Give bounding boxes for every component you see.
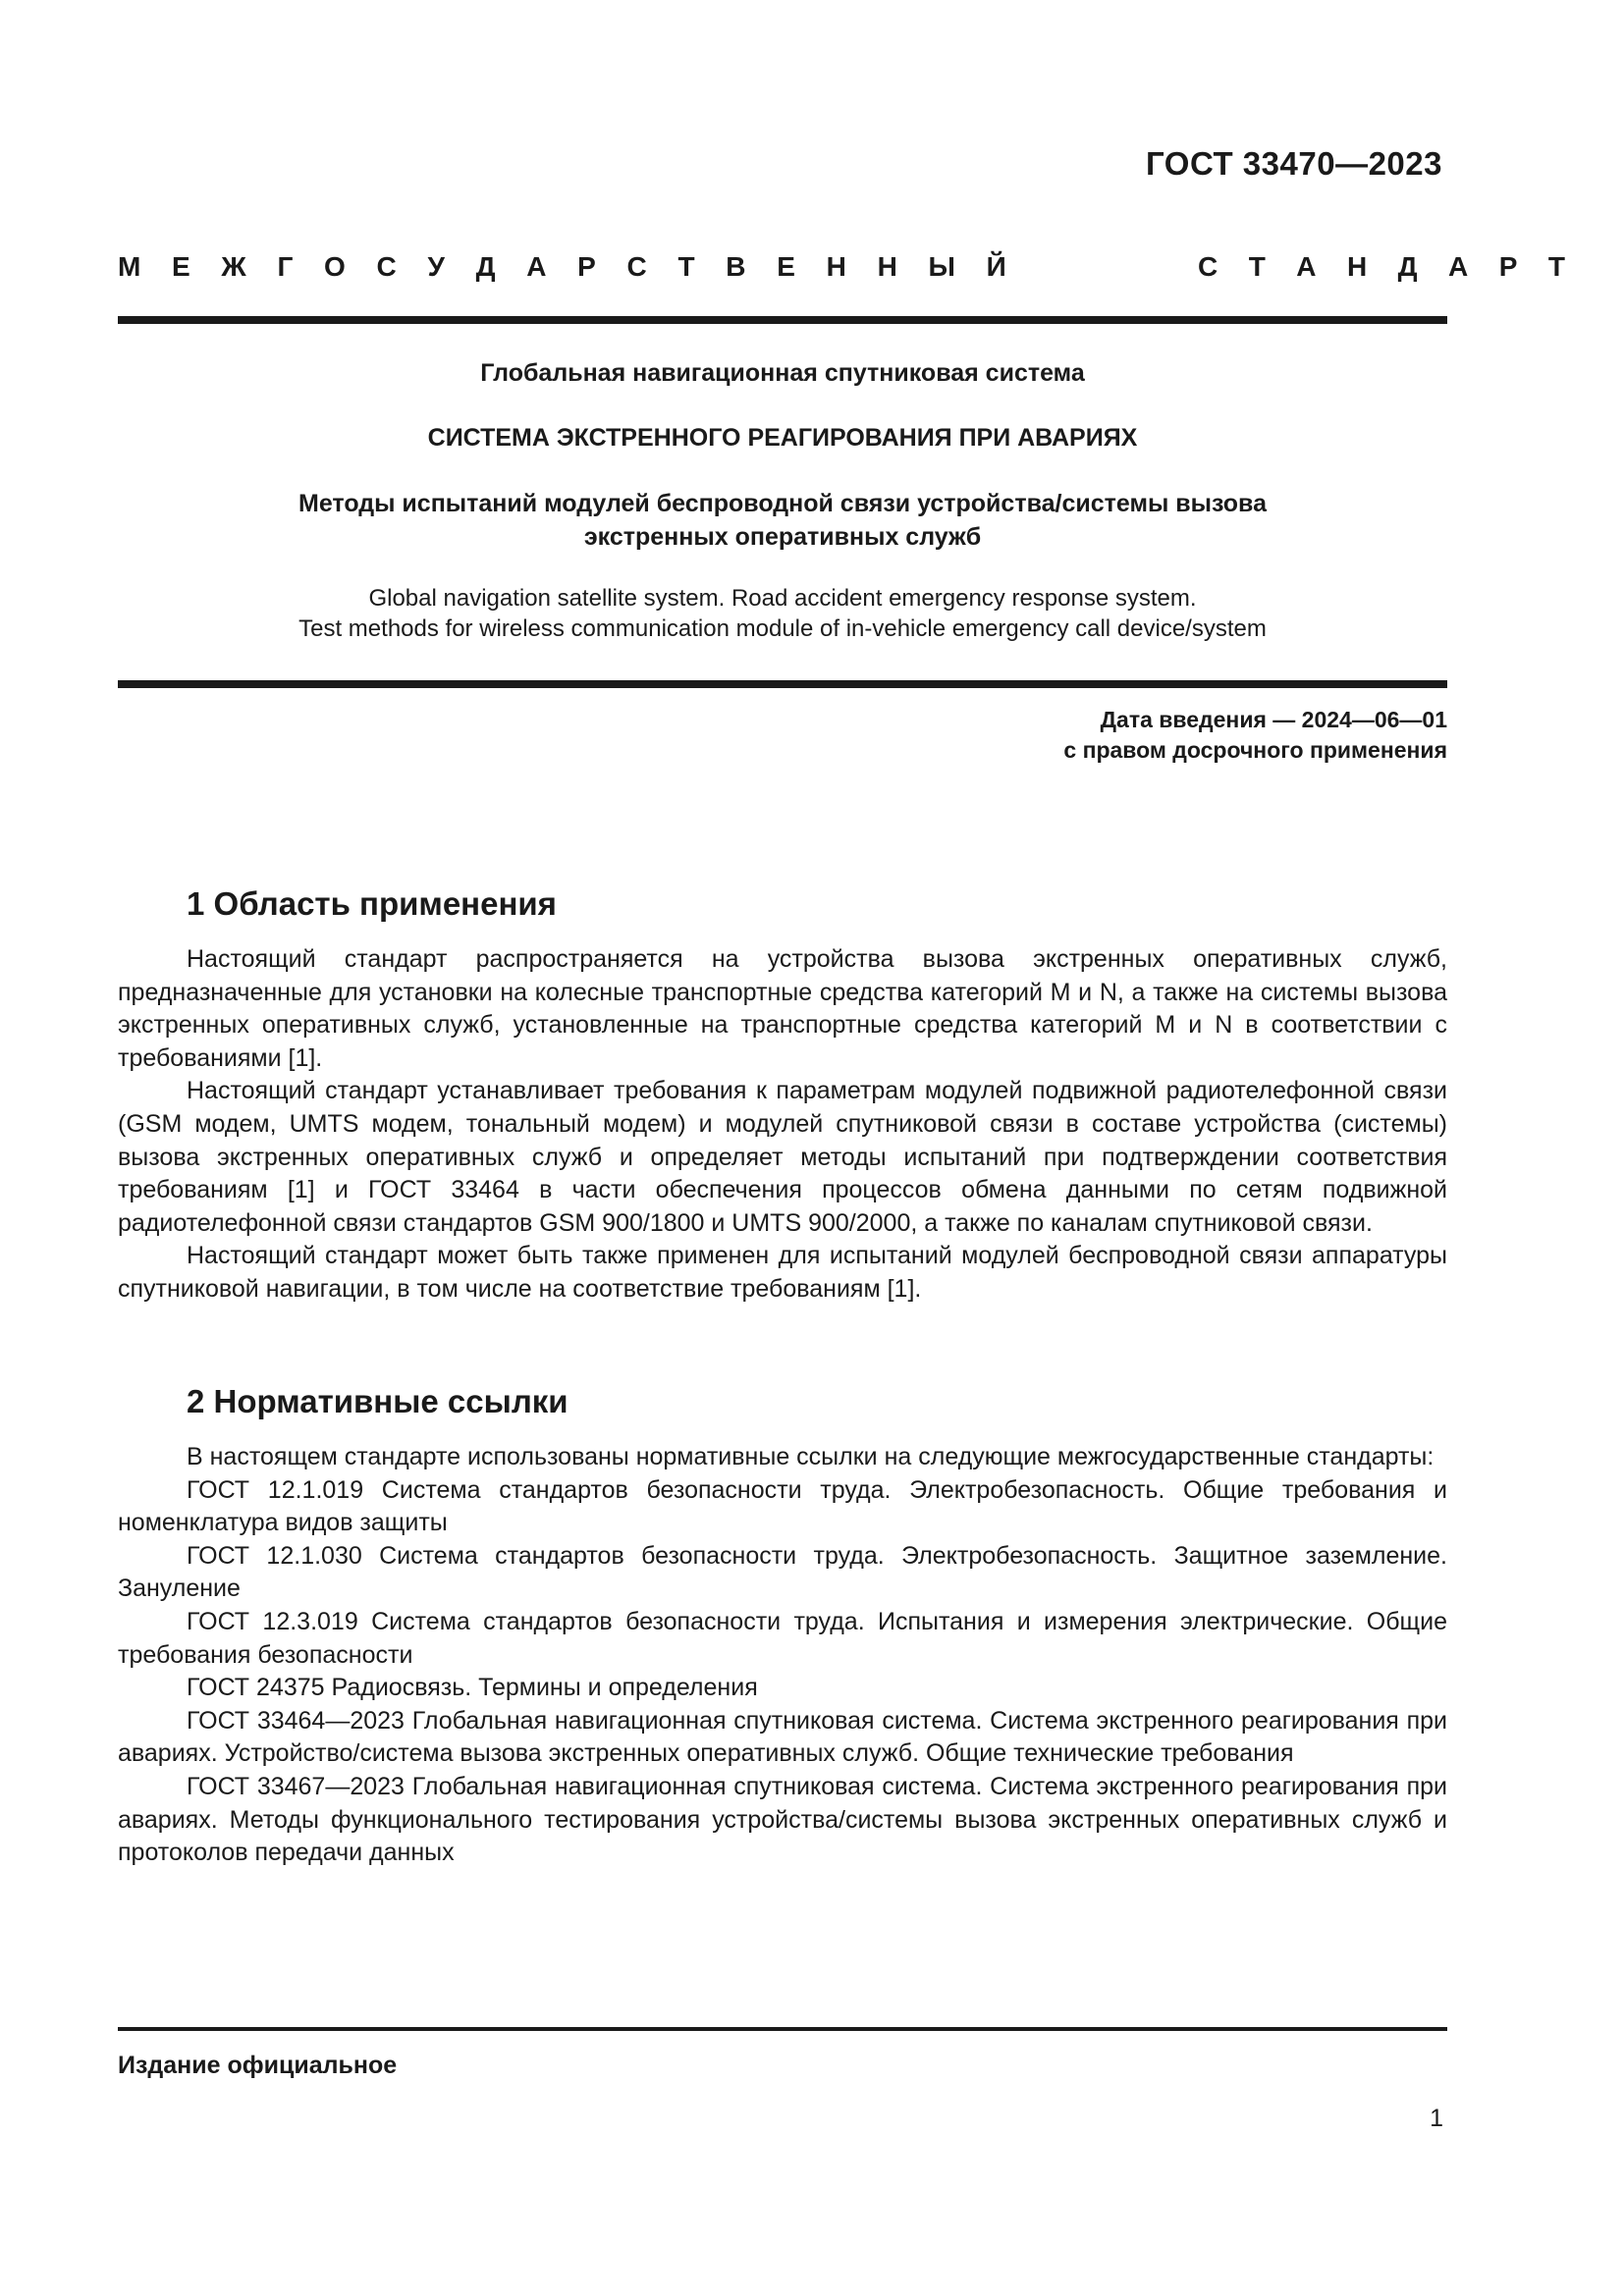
title-letter: С (376, 251, 397, 282)
title-letter: Т (677, 251, 695, 282)
title-letter: А (1296, 251, 1317, 282)
title-line-3b: экстренных оперативных служб (583, 523, 982, 551)
title-letter: С (1198, 251, 1218, 282)
section-2-heading: 2 Нормативные ссылки (187, 1383, 568, 1419)
introduction-date (1063, 705, 1447, 766)
title-letter: Д (475, 251, 496, 282)
title-letter: Т (1547, 251, 1565, 282)
divider-middle (118, 680, 1447, 688)
standard-type-title (118, 251, 1565, 291)
divider-top (118, 316, 1447, 324)
standard-type-word-1 (118, 251, 1006, 283)
title-letter: Р (1498, 251, 1518, 282)
reference-item: ГОСТ 33467—2023 Глобальная навигационная спутниковая система. Система экстренного реагирования при авариях. Методы функционального тестирования устройства/системы вызова экстренных оперативных служб и протоколов передачи данных (118, 1772, 1447, 1867)
title-line-3a: Методы испытаний модулей беспроводной связи устройства/системы вызова (298, 490, 1267, 517)
page-number: 1 (1430, 2105, 1443, 2132)
english-title-line-1: Global navigation satellite system. Road accident emergency response system. (368, 585, 1197, 612)
english-title (118, 583, 1447, 644)
title-letter: А (526, 251, 547, 282)
standard-type-word-2 (1198, 251, 1565, 283)
section-1-body (118, 943, 1447, 1307)
title-letter: Е (777, 251, 795, 282)
title-letter: Й (986, 251, 1006, 282)
reference-item: ГОСТ 33464—2023 Глобальная навигационная спутниковая система. Система экстренного реагирования при авариях. Устройство/система вызова экстренных оперативных служб. Общие технические требования (118, 1706, 1447, 1768)
reference-item: ГОСТ 12.1.030 Система стандартов безопасности труда. Электробезопасность. Защитное заземление. Зануление (118, 1541, 1447, 1603)
document-number: ГОСТ 33470—2023 (1146, 145, 1442, 182)
paragraph: Настоящий стандарт устанавливает требования к параметрам модулей подвижной радиотелефонной связи (GSM модем, UMTS модем, тональный модем) и модулей спутниковой связи в составе устройства (системы) вызова экстренных оперативных служб и определяет методы испытаний при подтверждении соответствия требованиям [1] и ГОСТ 33464 в части обеспечения процессов обмена данными по сетям подвижной радиотелефонной связи стандартов GSM 900/1800 и UMTS 900/2000, а также по каналам спутниковой связи. (118, 1077, 1447, 1237)
title-line-2: СИСТЕМА ЭКСТРЕННОГО РЕАГИРОВАНИЯ ПРИ АВАРИЯХ (427, 424, 1138, 452)
title-letter: Г (277, 251, 294, 282)
paragraph: Настоящий стандарт может быть также применен для испытаний модулей беспроводной связи аппаратуры спутниковой навигации, в том числе на соответствие требованиям [1]. (118, 1242, 1447, 1303)
title-letter: Е (172, 251, 190, 282)
title-line-1: Глобальная навигационная спутниковая система (480, 359, 1085, 387)
section-2-body (118, 1441, 1447, 1870)
title-letter: Ы (928, 251, 955, 282)
introduction-date-line-2: с правом досрочного применения (1063, 737, 1447, 763)
title-letter: В (726, 251, 746, 282)
official-edition-label: Издание официальное (118, 2052, 398, 2079)
title-letter: Т (1248, 251, 1266, 282)
title-letter: Н (877, 251, 897, 282)
title-letter: С (626, 251, 647, 282)
title-letter: Ж (221, 251, 246, 282)
title-line-3 (118, 487, 1447, 554)
introduction-date-line-1: Дата введения — 2024—06—01 (1100, 707, 1447, 732)
title-letter: О (324, 251, 346, 282)
title-letter: М (118, 251, 141, 282)
paragraph: Настоящий стандарт распространяется на устройства вызова экстренных оперативных служб, предназначенные для установки на колесные транспортные средства категорий М и N, а также на системы вызова экстренных оперативных служб, установленные на транспортные средства категорий М и N в соответствии с требованиями [1]. (118, 945, 1447, 1072)
divider-footer (118, 2027, 1447, 2031)
title-letter: Д (1397, 251, 1418, 282)
reference-item: ГОСТ 24375 Радиосвязь. Термины и определения (187, 1674, 758, 1702)
title-letter: Н (826, 251, 846, 282)
title-letter: А (1448, 251, 1469, 282)
english-title-line-2: Test methods for wireless communication module of in-vehicle emergency call device/system (298, 615, 1267, 642)
section-1-heading: 1 Область применения (187, 885, 557, 922)
title-letter: Н (1346, 251, 1368, 282)
title-letter: Р (577, 251, 596, 282)
paragraph: В настоящем стандарте использованы нормативные ссылки на следующие межгосударственные стандарты: (187, 1443, 1435, 1470)
title-letter: У (427, 251, 445, 282)
reference-item: ГОСТ 12.3.019 Система стандартов безопасности труда. Испытания и измерения электрические. Общие требования безопасности (118, 1607, 1447, 1669)
reference-item: ГОСТ 12.1.019 Система стандартов безопасности труда. Электробезопасность. Общие требования и номенклатура видов защиты (118, 1475, 1447, 1537)
